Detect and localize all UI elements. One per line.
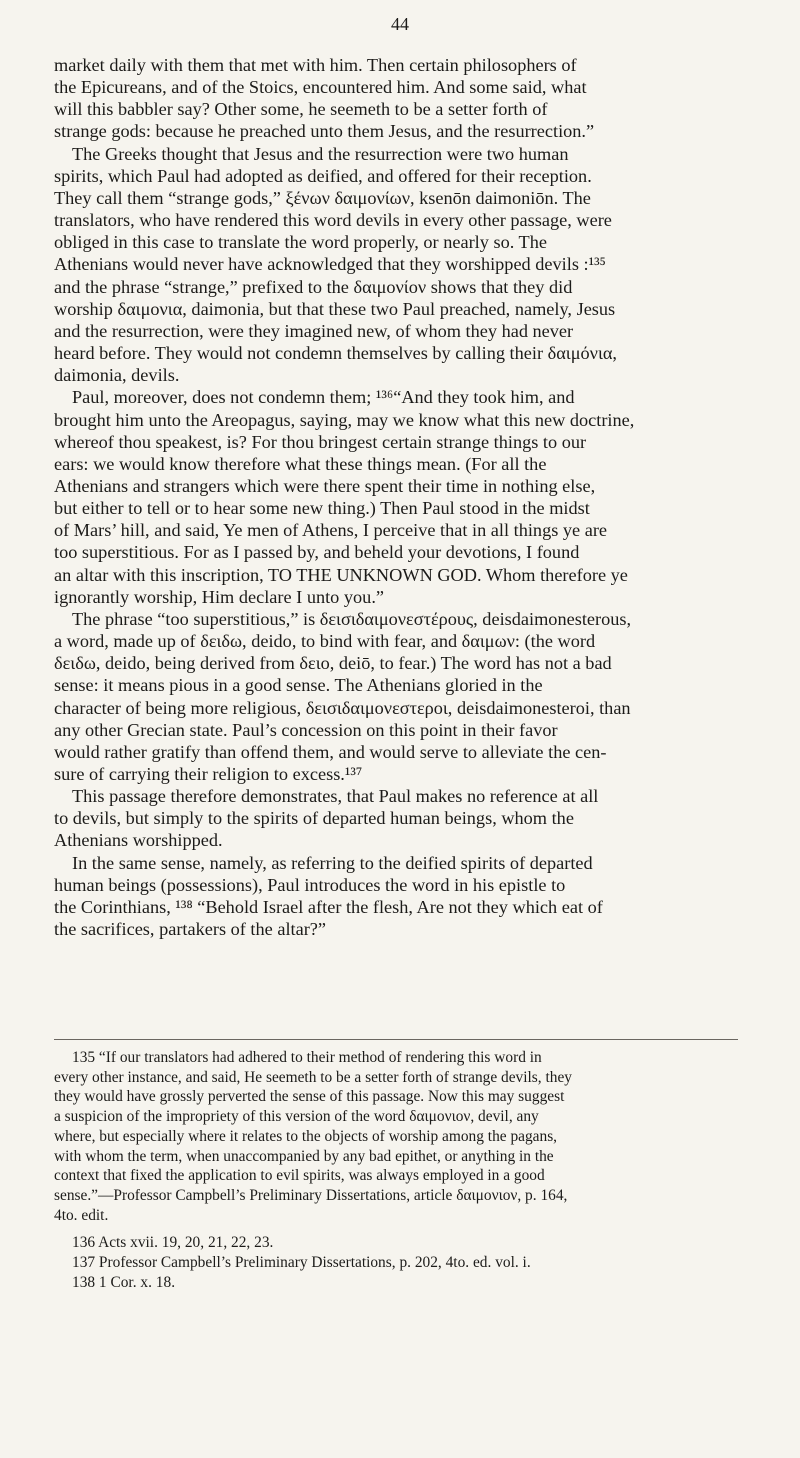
body-line: but either to tell or to hear some new thing.) Then Paul stood in the midst <box>54 498 590 519</box>
footnote-line: with whom the term, when unaccompanied by any bad epithet, or anything in the <box>54 1147 554 1165</box>
body-line: Athenians worshipped. <box>54 830 223 851</box>
footnote-line: they would have grossly perverted the sense of this passage. Now this may suggest <box>54 1088 565 1106</box>
body-line: the Corinthians, ¹³⁸ “Behold Israel after the flesh, Are not they which eat of <box>54 896 603 917</box>
body-line: and the resurrection, were they imagined new, of whom they had never <box>54 320 574 341</box>
body-line: human beings (possessions), Paul introduces the word in his epistle to <box>54 874 566 895</box>
body-line: the sacrifices, partakers of the altar?” <box>54 919 327 940</box>
body-line: δειδω, deido, being derived from δειο, deiō, to fear.) The word has not a bad <box>54 653 612 674</box>
body-line: worship δαιμονια, daimonia, but that these two Paul preached, namely, Jesus <box>54 298 616 319</box>
footnote-line: every other instance, and said, He seemeth to be a setter forth of strange devils, they <box>54 1068 572 1086</box>
body-line: whereof thou speakest, is? For thou bringest certain strange things to our <box>54 431 587 452</box>
body-line: The phrase “too superstitious,” is δεισιδαιμονεστέρους, deisdaimonesterous, <box>72 608 632 629</box>
footnote-line: 4to. edit. <box>54 1206 109 1224</box>
footnote-rule <box>54 1039 738 1040</box>
body-line: ears: we would know therefore what these things mean. (For all the <box>54 453 547 474</box>
body-line: daimonia, devils. <box>54 365 180 386</box>
body-line: too superstitious. For as I passed by, and beheld your devotions, I found <box>54 542 580 563</box>
footnote-line: 138 1 Cor. x. 18. <box>72 1273 176 1291</box>
body-line: They call them “strange gods,” ξένων δαιμονίων, ksenōn daimoniōn. The <box>54 187 591 208</box>
body-line: The Greeks thought that Jesus and the resurrection were two human <box>72 143 569 164</box>
footnote-line: 135 “If our translators had adhered to their method of rendering this word in <box>72 1049 542 1066</box>
footnotes <box>54 1048 738 1292</box>
body-line: obliged in this case to translate the word properly, or nearly so. The <box>54 232 547 253</box>
body-line: will this babbler say? Other some, he seemeth to be a setter forth of <box>54 99 548 120</box>
body-line: to devils, but simply to the spirits of departed human beings, whom the <box>54 808 574 829</box>
body-line: sure of carrying their religion to excess.¹³⁷ <box>54 764 363 784</box>
body-line: heard before. They would not condemn themselves by calling their δαιμόνια, <box>54 343 618 364</box>
footnote-line: where, but especially where it relates to the objects of worship among the pagans, <box>54 1127 558 1145</box>
footnote-line: 137 Professor Campbell’s Preliminary Dissertations, p. 202, 4to. ed. vol. i. <box>72 1254 531 1272</box>
footnote-line: context that fixed the application to evil spirits, was always employed in a good <box>54 1167 545 1185</box>
page-number: 44 <box>391 14 409 34</box>
body-line: sense: it means pious in a good sense. The Athenians gloried in the <box>54 675 543 696</box>
body-line: translators, who have rendered this word devils in every other passage, were <box>54 210 612 231</box>
body-line: ignorantly worship, Him declare I unto you.” <box>54 586 384 607</box>
body-line: brought him unto the Areopagus, saying, may we know what this new doctrine, <box>54 409 635 430</box>
body-line: In the same sense, namely, as referring to the deified spirits of departed <box>72 852 593 873</box>
body-line: spirits, which Paul had adopted as deified, and offered for their reception. <box>54 165 592 186</box>
body-line: This passage therefore demonstrates, that Paul makes no reference at all <box>72 786 599 807</box>
body-line: and the phrase “strange,” prefixed to the δαιμονίον shows that they did <box>54 276 573 297</box>
body-line: Athenians would never have acknowledged that they worshipped devils :¹³⁵ <box>54 254 606 275</box>
body-line: any other Grecian state. Paul’s concession on this point in their favor <box>54 719 558 740</box>
body-line: Paul, moreover, does not condemn them; ¹³⁶“And they took him, and <box>72 387 575 408</box>
body-line: market daily with them that met with him. Then certain philosophers of <box>54 55 577 75</box>
footnote-line: 136 Acts xvii. 19, 20, 21, 22, 23. <box>72 1234 274 1252</box>
body-line: an altar with this inscription, TO THE UNKNOWN GOD. Whom therefore ye <box>54 564 628 585</box>
body-line: character of being more religious, δεισιδαιμονεστεροι, deisdaimonesteroi, than <box>54 697 631 718</box>
body-line: would rather gratify than offend them, and would serve to alleviate the cen- <box>54 741 607 762</box>
body-line: strange gods: because he preached unto them Jesus, and the resurrection.” <box>54 121 595 142</box>
body-line: Athenians and strangers which were there spent their time in nothing else, <box>54 475 596 496</box>
body-line: a word, made up of δειδω, deido, to bind with fear, and δαιμων: (the word <box>54 631 596 652</box>
footnote-line: sense.”—Professor Campbell’s Preliminary Dissertations, article δαιμονιον, p. 164, <box>54 1186 568 1204</box>
body-line: the Epicureans, and of the Stoics, encountered him. And some said, what <box>54 77 587 98</box>
body-text <box>54 54 738 940</box>
footnote-gap <box>54 1225 738 1233</box>
body-line: of Mars’ hill, and said, Ye men of Athens, I perceive that in all things ye are <box>54 520 608 541</box>
footnote-line: a suspicion of the impropriety of this version of the word δαιμονιον, devil, any <box>54 1108 539 1126</box>
